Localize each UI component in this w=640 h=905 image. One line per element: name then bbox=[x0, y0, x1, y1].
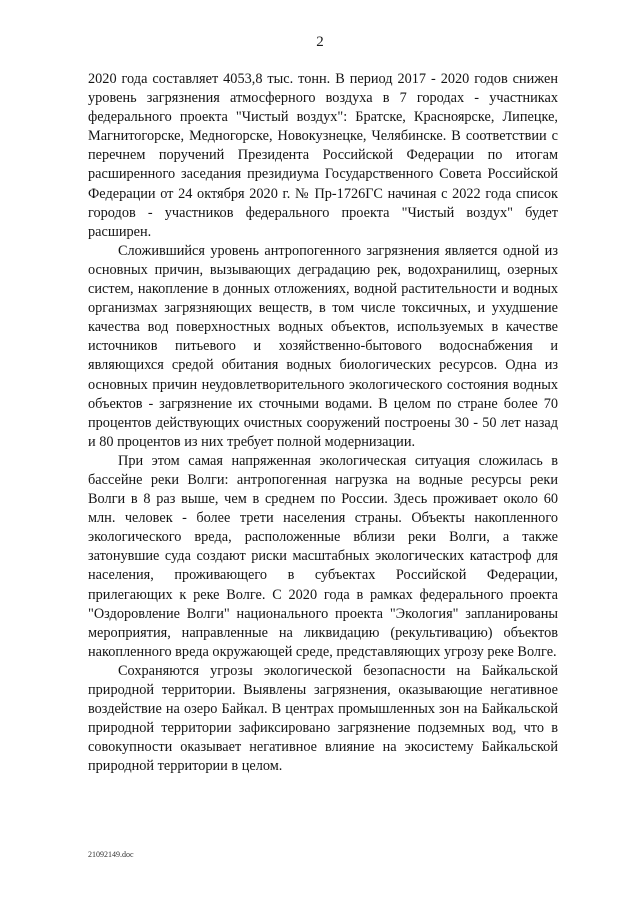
paragraph-air-pollution: 2020 года составляет 4053,8 тыс. тонн. В период 2017 - 2020 годов снижен уровень загрязнения атмосферного воздуха в 7 городах - участниках федерального проекта "Чистый воздух": Братске, Красноярске, Липецке, Магнитогорске, Медногорске, Новокузнецке, Челябинске. В соответствии с перечнем поручений Президента Российской Федерации по итогам расширенного заседания президиума Государственного Совета Российской Федерации от 24 октября 2020 г. № Пр-1726ГС начиная с 2022 года список городов - участников федерального проекта "Чистый воздух" будет расширен. bbox=[88, 71, 558, 240]
page-number: 2 bbox=[316, 34, 324, 50]
paragraph-baikal: Сохраняются угрозы экологической безопасности на Байкальской природной территории. Выявлены загрязнения, оказывающие негативное воздействие на озеро Байкал. В центрах промышленных зон на Байкальской природной территории зафиксировано загрязнение подземных вод, что в совокупности оказывает негативное влияние на экосистему Байкальской природной территории в целом. bbox=[88, 662, 558, 775]
paragraph-water-pollution: Сложившийся уровень антропогенного загрязнения является одной из основных причин, вызывающих деградацию рек, водохранилищ, озерных систем, накопление в донных отложениях, водной растительности и водных организмах загрязняющих веществ, в том числе токсичных, и ухудшение качества вод поверхностных водных объектов, используемых в качестве источников питьевого и хозяйственно-бытового водоснабжения и являющихся средой обитания водных биологических ресурсов. Одна из основных причин неудовлетворительного экологического состояния водных объектов - загрязнение их сточными водами. В целом по стране более 70 процентов действующих очистных сооружений построены 30 - 50 лет назад и 80 процентов из них требует полной модернизации. bbox=[88, 242, 558, 450]
document-body bbox=[88, 70, 558, 776]
document-footer-code: 21092149.doc bbox=[88, 850, 134, 859]
paragraph-volga-basin: При этом самая напряженная экологическая ситуация сложилась в бассейне реки Волги: антропогенная нагрузка на водные ресурсы реки Волги в 8 раз выше, чем в среднем по России. Здесь проживает около 60 млн. человек - более трети населения страны. Объекты накопленного экологического вреда, расположенные вблизи реки Волги, а также затонувшие суда создают риски масштабных экологических катастроф для населения, проживающего в субъектах Российской Федерации, прилегающих к реке Волге. С 2020 года в рамках федерального проекта "Оздоровление Волги" национального проекта "Экология" запланированы мероприятия, направленные на ликвидацию (рекультивацию) объектов накопленного вреда окружающей среде, представляющих угрозу реке Волге. bbox=[88, 452, 558, 660]
